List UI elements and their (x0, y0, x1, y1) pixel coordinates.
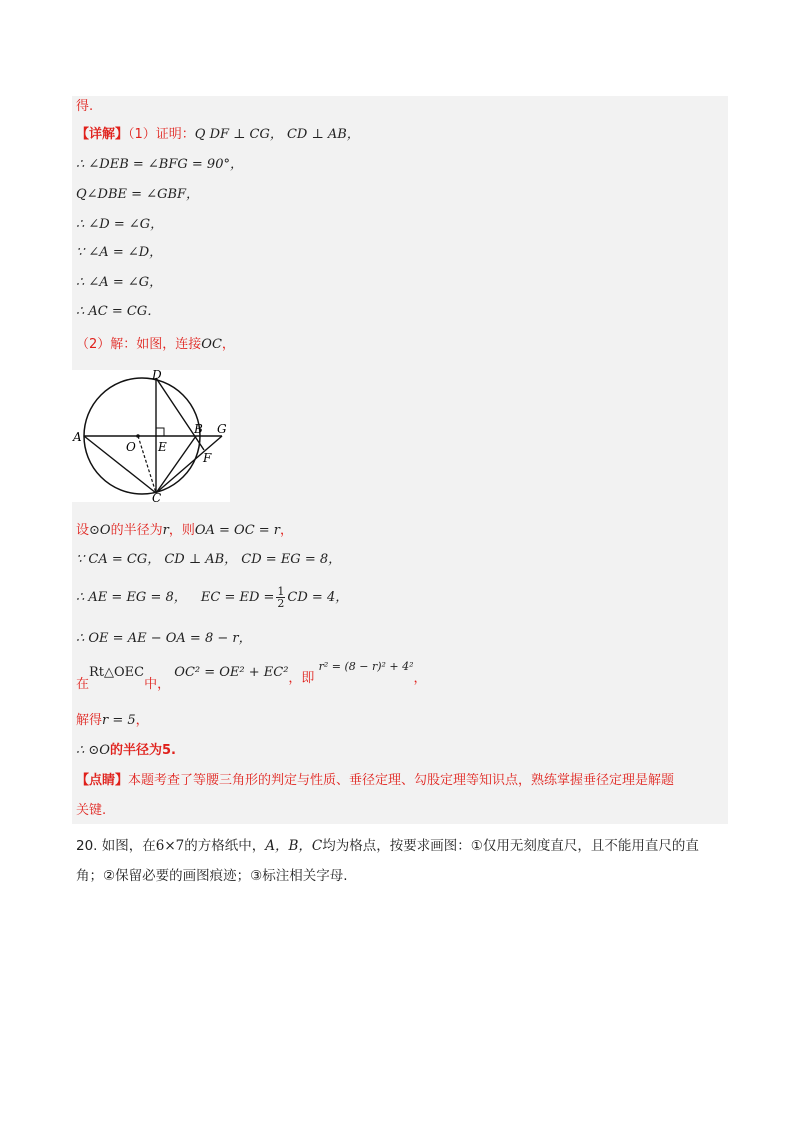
text-line-9: （2）解：如图，连接OC， (76, 337, 235, 352)
comment-text: 本题考查了等腰三角形的判定与性质、垂径定理、勾股定理等知识点，熟练掌握垂径定理是解题 (128, 773, 675, 788)
question-text-grid: 的方格纸中， (184, 838, 266, 854)
question-text-instructions: 均为格点，按要求画图：①仅用无刻度直尺，且不能用直尺的直 (322, 838, 699, 854)
text-line-17 (76, 772, 674, 790)
text-line-3: ∴ ∠DEB = ∠BFG = 90°， (76, 157, 243, 172)
comment-label: 【点睛】 (76, 773, 129, 788)
text-line-11: ∵ CA = CG， CD ⊥ AB， CD = EG = 8， (76, 552, 342, 567)
detail-text: （1）证明： (128, 127, 195, 142)
text-line-1: 得. (76, 99, 94, 114)
math-6x7: 6×7 (155, 838, 185, 854)
part2-text: （2）解：如图，连接 (76, 337, 202, 352)
text-line-14: 在Rt△OEC中， OC² = OE² + EC²，即 $^{r^2 = (8 - r)^2 + 4^2}$， (76, 660, 427, 692)
math-expr: Q DF ⊥ CG， CD ⊥ AB， (194, 127, 360, 142)
text-line-6: ∵ ∠A = ∠D， (76, 245, 163, 260)
geometry-figure (72, 370, 230, 502)
text-zhong: 中， (144, 677, 171, 692)
line-ac (84, 436, 156, 493)
question-20-line-1 (76, 836, 699, 856)
text-she: 设 (76, 523, 90, 538)
math-r: r (162, 523, 169, 538)
label-c: C (152, 491, 162, 502)
math-rt-oec: Rt△OEC (89, 665, 145, 680)
text-line-16 (76, 742, 176, 760)
math-oc: OC (201, 337, 222, 352)
text-radius-5: 的半径为5. (109, 743, 176, 758)
text-in: 在 (76, 677, 90, 692)
fraction-num: 1 (277, 585, 285, 598)
math-circle-o: ⊙O (89, 523, 111, 538)
math-ae-eg: ∴ AE = EG = 8， (76, 590, 187, 605)
text-line-18: 关键. (76, 803, 107, 818)
center-dot (136, 434, 140, 438)
label-g: G (217, 422, 227, 436)
text-line-15: 解得r = 5， (76, 713, 149, 728)
fraction-den: 2 (277, 597, 285, 610)
question-number: 20. 如图，在 (76, 838, 156, 854)
text-solve: 解得 (76, 713, 103, 728)
text-line-10: 设⊙O的半径为r，则OA = OC = r， (76, 523, 294, 538)
fraction-half (276, 586, 285, 609)
math-oa-oc: OA = OC = r (194, 523, 281, 538)
text-then: ，则 (168, 523, 195, 538)
math-abc: A，B，C (265, 838, 323, 854)
math-pythagoras: OC² = OE² + EC² (174, 665, 289, 680)
line-oc-dashed (138, 436, 156, 493)
text-line-2 (76, 126, 360, 144)
math-equation: r² = (8 − r)² + 4² (318, 660, 414, 673)
math-ec-ed: EC = ED = (200, 590, 275, 605)
math-therefore-o: ∴ ⊙O (76, 743, 110, 758)
text-line-12 (76, 586, 348, 609)
circle-diagram (72, 370, 230, 502)
text-line-4: Q∠DBE = ∠GBF， (76, 187, 200, 202)
text-line-7: ∴ ∠A = ∠G， (76, 275, 163, 290)
question-20-line-2: 角；②保留必要的画图痕迹；③标注相关字母. (76, 868, 348, 884)
math-r-5: r = 5 (102, 713, 136, 728)
detail-label: 【详解】 (76, 127, 129, 142)
text-ji: ，即 (288, 671, 315, 686)
math-cd-4: CD = 4， (287, 590, 349, 605)
label-f: F (203, 451, 212, 465)
label-d: D (152, 370, 162, 382)
text-line-8: ∴ AC = CG． (76, 304, 161, 319)
text-radius: 的半径为 (110, 523, 163, 538)
label-o: O (126, 440, 136, 454)
label-b: B (194, 422, 203, 436)
label-a: A (73, 430, 82, 444)
right-angle-mark (156, 428, 164, 436)
label-e: E (158, 440, 167, 454)
text-line-5: ∴ ∠D = ∠G， (76, 217, 164, 232)
text-line-13: ∴ OE = AE − OA = 8 − r， (76, 631, 252, 646)
